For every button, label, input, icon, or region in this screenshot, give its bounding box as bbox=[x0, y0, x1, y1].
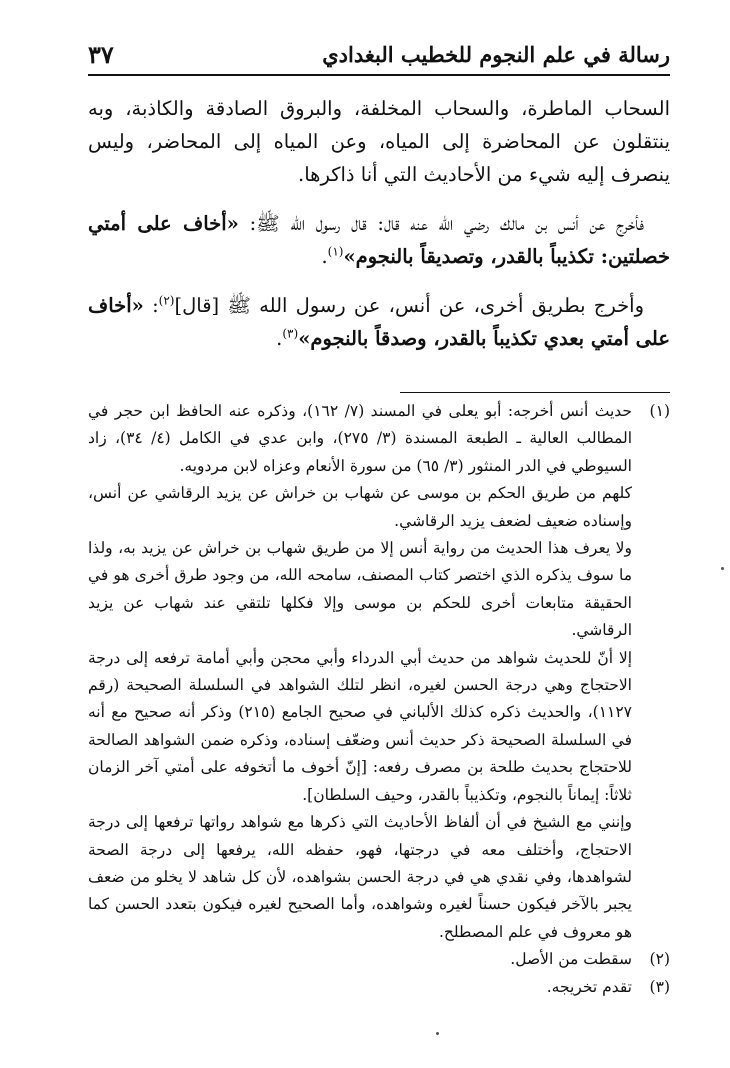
paragraph-2-intro: فأخرج عن أنس بن مالك رضي الله عنه قال: قال رسول الله ﷺ: bbox=[249, 212, 644, 235]
main-text bbox=[88, 92, 670, 355]
footnote-number: (١) bbox=[649, 402, 670, 420]
footnote-number: (٢) bbox=[649, 950, 670, 969]
footnote-3 bbox=[88, 974, 670, 1001]
footnote-paragraph: سقطت من الأصل. bbox=[510, 950, 632, 969]
footnote-number: (٣) bbox=[649, 977, 670, 996]
paragraph-1: السحاب الماطرة، والسحاب المخلفة، والبروق الصادقة والكاذبة، وبه ينتقلون عن المحاضرة إلى المياه، وعن المياه إلى المحاضر، وليس ينصرف إليه شيء من الأحاديث التي أنا ذاكرها. bbox=[88, 97, 670, 186]
page-number: ٣٧ bbox=[88, 40, 114, 69]
footnote-body bbox=[88, 974, 632, 1001]
footnote-paragraph: تقدم تخريجه. bbox=[546, 977, 632, 996]
footnote-ref-2: (٢) bbox=[158, 293, 175, 308]
paragraph-3: وأخرج بطريق أخرى، عن أنس، عن رسول الله ﷺ [قال]$^{(٢)}$: «أخاف على أمتي بعدي تكذيباً بالقدر، وصدقاً بالنجوم»$^{(٣)}$. bbox=[88, 293, 670, 350]
footnote-body bbox=[88, 946, 632, 973]
footnote-body bbox=[88, 398, 632, 946]
footnote-paragraph: وإنني مع الشيخ في أن ألفاظ الأحاديث التي ذكرها مع شواهد رواتها ترفعها إلى درجة الاحتجاج، وأختلف معه في درجتها، فهو، حفظه الله، يرفعها إلى درجة الصحة لشواهدها، وفي نقدي هي في درجة الحسن بشواهده، لأن كل شاهد لا يخلو من ضعف يجبر بالآخر فيكون حسناً لغيره وشواهده، وأما الصحيح لغيره فيكون بتعدد الحسن كما هو معروف في علم المصطلح. bbox=[88, 813, 632, 941]
paragraph-3-colon: : bbox=[152, 294, 159, 317]
footnote-ref-3: (٣) bbox=[282, 326, 299, 341]
paragraph-3-intro: وأخرج بطريق أخرى، عن أنس، عن رسول الله ﷺ [قال] bbox=[174, 294, 645, 317]
paragraph-2: فأخرج عن أنس بن مالك رضي الله عنه قال: قال رسول الله ﷺ: «أخاف على أمتي خصلتين: تكذيباً بالقدر، وتصديقاً بالنجوم»$^{(١)}$. bbox=[88, 212, 670, 268]
footnote-paragraph: كلهم من طريق الحكم بن موسى عن شهاب بن خراش عن يزيد الرقاشي عن أنس، وإسناده ضعيف لضعف يزيد الرقاشي. bbox=[88, 484, 632, 530]
hadith-quote-2: «أخاف على أمتي بعدي تكذيباً بالقدر، وصدقاً بالنجوم» bbox=[88, 294, 670, 350]
footnote-2 bbox=[88, 946, 670, 973]
footnote-1 bbox=[88, 398, 670, 946]
footnote-paragraph: ولا يعرف هذا الحديث من رواية أنس إلا من طريق شهاب بن خراش عن يزيد به، ولذا ما سوف يذكره الذي اختصر كتاب المصنف، سامحه الله، من وجود طرق أخرى هو في الحقيقة متابعات أخرى للحكم بن موسى وإلا فكلها تلتقي عند شهاب عن يزيد الرقاشي. bbox=[88, 539, 632, 640]
running-title: رسالة في علم النجوم للخطيب البغدادي bbox=[322, 42, 670, 67]
hadith-quote-1: «أخاف على أمتي خصلتين: تكذيباً بالقدر، وتصديقاً بالنجوم» bbox=[88, 212, 670, 268]
footnote-ref-1: (١) bbox=[327, 244, 344, 259]
footnote-paragraph: إلا أنّ للحديث شواهد من حديث أبي الدرداء وأبي محجن وأبي أمامة ترفعه إلى درجة الاحتجاج وهي درجة الحسن لغيره، انظر لتلك الشواهد في السلسلة الصحيحة (رقم ١١٢٧)، والحديث ذكره كذلك الألباني في صحيح الجامع (٢١٥) وذكر أنه صحيح مع أنه في السلسلة الصحيحة ذكر حديث أنس وضعّف إسناده، وذكره ضمن الشواهد الصالحة للاحتجاج بحديث طلحة بن مصرف رفعه: [إنّ أخوف ما أتخوفه على أمتي آخر الزمان ثلاثاً: إيماناً بالنجوم، وتكذيباً بالقدر، وحيف السلطان]. bbox=[88, 648, 632, 804]
footnote-divider bbox=[400, 392, 670, 393]
scan-speck bbox=[721, 567, 724, 570]
running-header bbox=[88, 40, 670, 76]
footnotes bbox=[88, 398, 670, 1001]
footnote-paragraph: حديث أنس أخرجه: أبو يعلى في المسند (٧/ ١٦٢)، وذكره عنه الحافظ ابن حجر في المطالب العالية ـ الطبعة المسندة (٣/ ٢٧٥)، وابن عدي في الكامل (٤/ ٣٤)، زاد السيوطي في الدر المنثور (٣/ ٦٥) من سورة الأنعام وعزاه لابن مردويه. bbox=[88, 402, 633, 475]
scan-speck bbox=[436, 1032, 439, 1035]
